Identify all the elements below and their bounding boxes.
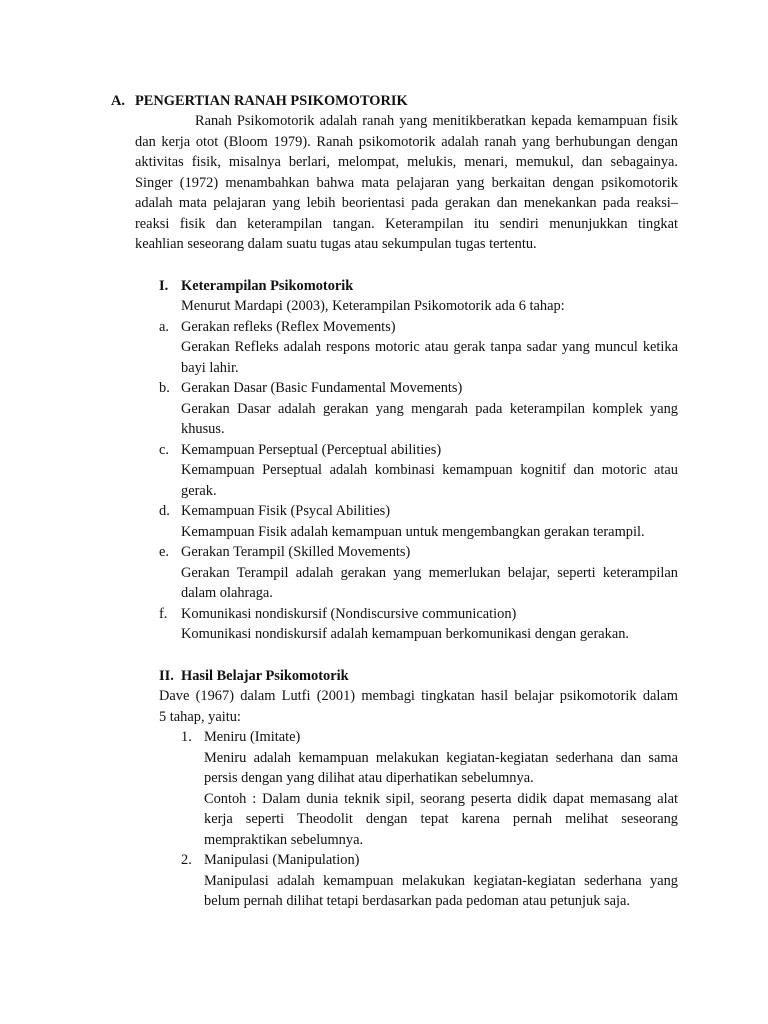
list-item-description: mempraktikan sebelumnya. — [204, 832, 364, 848]
list-item-description: kerja seperti Theodolit dengan tepat karena pernah melihat seseorang — [204, 811, 678, 827]
list-item-description: persis dengan yang dilihat atau diperhatikan sebelumnya. — [204, 770, 534, 786]
section-a-paragraph-line: adalah mata pelajaran yang lebih beorientasi pada gerakan dan menekankan pada reaksi– — [135, 195, 678, 211]
list-item-title: Kemampuan Perseptual (Perceptual abilities) — [181, 442, 442, 458]
section-a-paragraph-line: reaksi fisik dan keterampilan tangan. Keterampilan itu sendiri menunjukkan tingkat — [135, 216, 678, 232]
section-ii-title: Hasil Belajar Psikomotorik — [181, 668, 349, 684]
list-item-description: bayi lahir. — [181, 360, 239, 376]
list-item-title: Gerakan refleks (Reflex Movements) — [181, 319, 396, 335]
list-item-title: Komunikasi nondiskursif (Nondiscursive communication) — [181, 606, 517, 622]
list-item-description: Gerakan Terampil adalah gerakan yang memerlukan belajar, seperti keterampilan — [181, 565, 678, 581]
section-i-marker: I. — [159, 278, 169, 294]
list-marker: d. — [159, 503, 170, 519]
list-item-description: belum pernah dilihat tetapi berdasarkan pada pedoman atau petunjuk saja. — [204, 893, 630, 909]
list-marker: b. — [159, 380, 170, 396]
list-item-description: Gerakan Dasar adalah gerakan yang mengarah pada keterampilan komplek yang — [181, 401, 678, 417]
section-a-paragraph-line: Singer (1972) menambahkan bahwa mata pelajaran yang berkaitan dengan psikomotorik — [135, 175, 678, 191]
list-item-description: Contoh : Dalam dunia teknik sipil, seorang peserta didik dapat memasang alat — [204, 791, 678, 807]
list-item-title: Meniru (Imitate) — [204, 729, 301, 745]
section-ii-intro-line: 5 tahap, yaitu: — [159, 709, 241, 725]
list-item-description: Gerakan Refleks adalah respons motoric atau gerak tanpa sadar yang muncul ketika — [181, 339, 678, 355]
list-item-description: khusus. — [181, 421, 225, 437]
section-a-paragraph-line: dan kerja otot (Bloom 1979). Ranah psikomotorik adalah ranah yang berhubungan dengan — [135, 134, 678, 150]
list-marker: 1. — [181, 729, 192, 745]
list-item-title: Gerakan Terampil (Skilled Movements) — [181, 544, 411, 560]
list-item-description: gerak. — [181, 483, 217, 499]
list-marker: e. — [159, 544, 169, 560]
list-item-description: Kemampuan Perseptual adalah kombinasi kemampuan kognitif dan motoric atau — [181, 462, 678, 478]
section-a-paragraph-line: aktivitas fisik, misalnya berlari, melompat, melukis, menari, memukul, dan sebagainya. — [135, 154, 678, 170]
list-marker: c. — [159, 442, 169, 458]
list-item-title: Gerakan Dasar (Basic Fundamental Movements) — [181, 380, 463, 396]
list-marker: 2. — [181, 852, 192, 868]
list-item-description: Kemampuan Fisik adalah kemampuan untuk mengembangkan gerakan terampil. — [181, 524, 645, 540]
section-a-title: PENGERTIAN RANAH PSIKOMOTORIK — [135, 93, 408, 109]
list-item-title: Manipulasi (Manipulation) — [204, 852, 360, 868]
list-marker: a. — [159, 319, 169, 335]
section-ii-marker: II. — [159, 668, 174, 684]
section-i-intro: Menurut Mardapi (2003), Keterampilan Psikomotorik ada 6 tahap: — [181, 298, 565, 314]
list-item-description: dalam olahraga. — [181, 585, 273, 601]
list-item-description: Meniru adalah kemampuan melakukan kegiatan-kegiatan sederhana dan sama — [204, 750, 678, 766]
section-ii-intro-line: Dave (1967) dalam Lutfi (2001) membagi tingkatan hasil belajar psikomotorik dalam — [159, 688, 678, 704]
list-item-description: Komunikasi nondiskursif adalah kemampuan berkomunikasi dengan gerakan. — [181, 626, 629, 642]
section-i-title: Keterampilan Psikomotorik — [181, 278, 354, 294]
list-marker: f. — [159, 606, 168, 622]
list-item-description: Manipulasi adalah kemampuan melakukan kegiatan-kegiatan sederhana yang — [204, 873, 678, 889]
section-a-paragraph-line: keahlian seseorang dalam suatu tugas atau sekumpulan tugas tertentu. — [135, 236, 537, 252]
section-a-paragraph-line: Ranah Psikomotorik adalah ranah yang menitikberatkan kepada kemampuan fisik — [195, 113, 678, 129]
section-a-marker: A. — [111, 93, 125, 109]
list-item-title: Kemampuan Fisik (Psycal Abilities) — [181, 503, 391, 519]
